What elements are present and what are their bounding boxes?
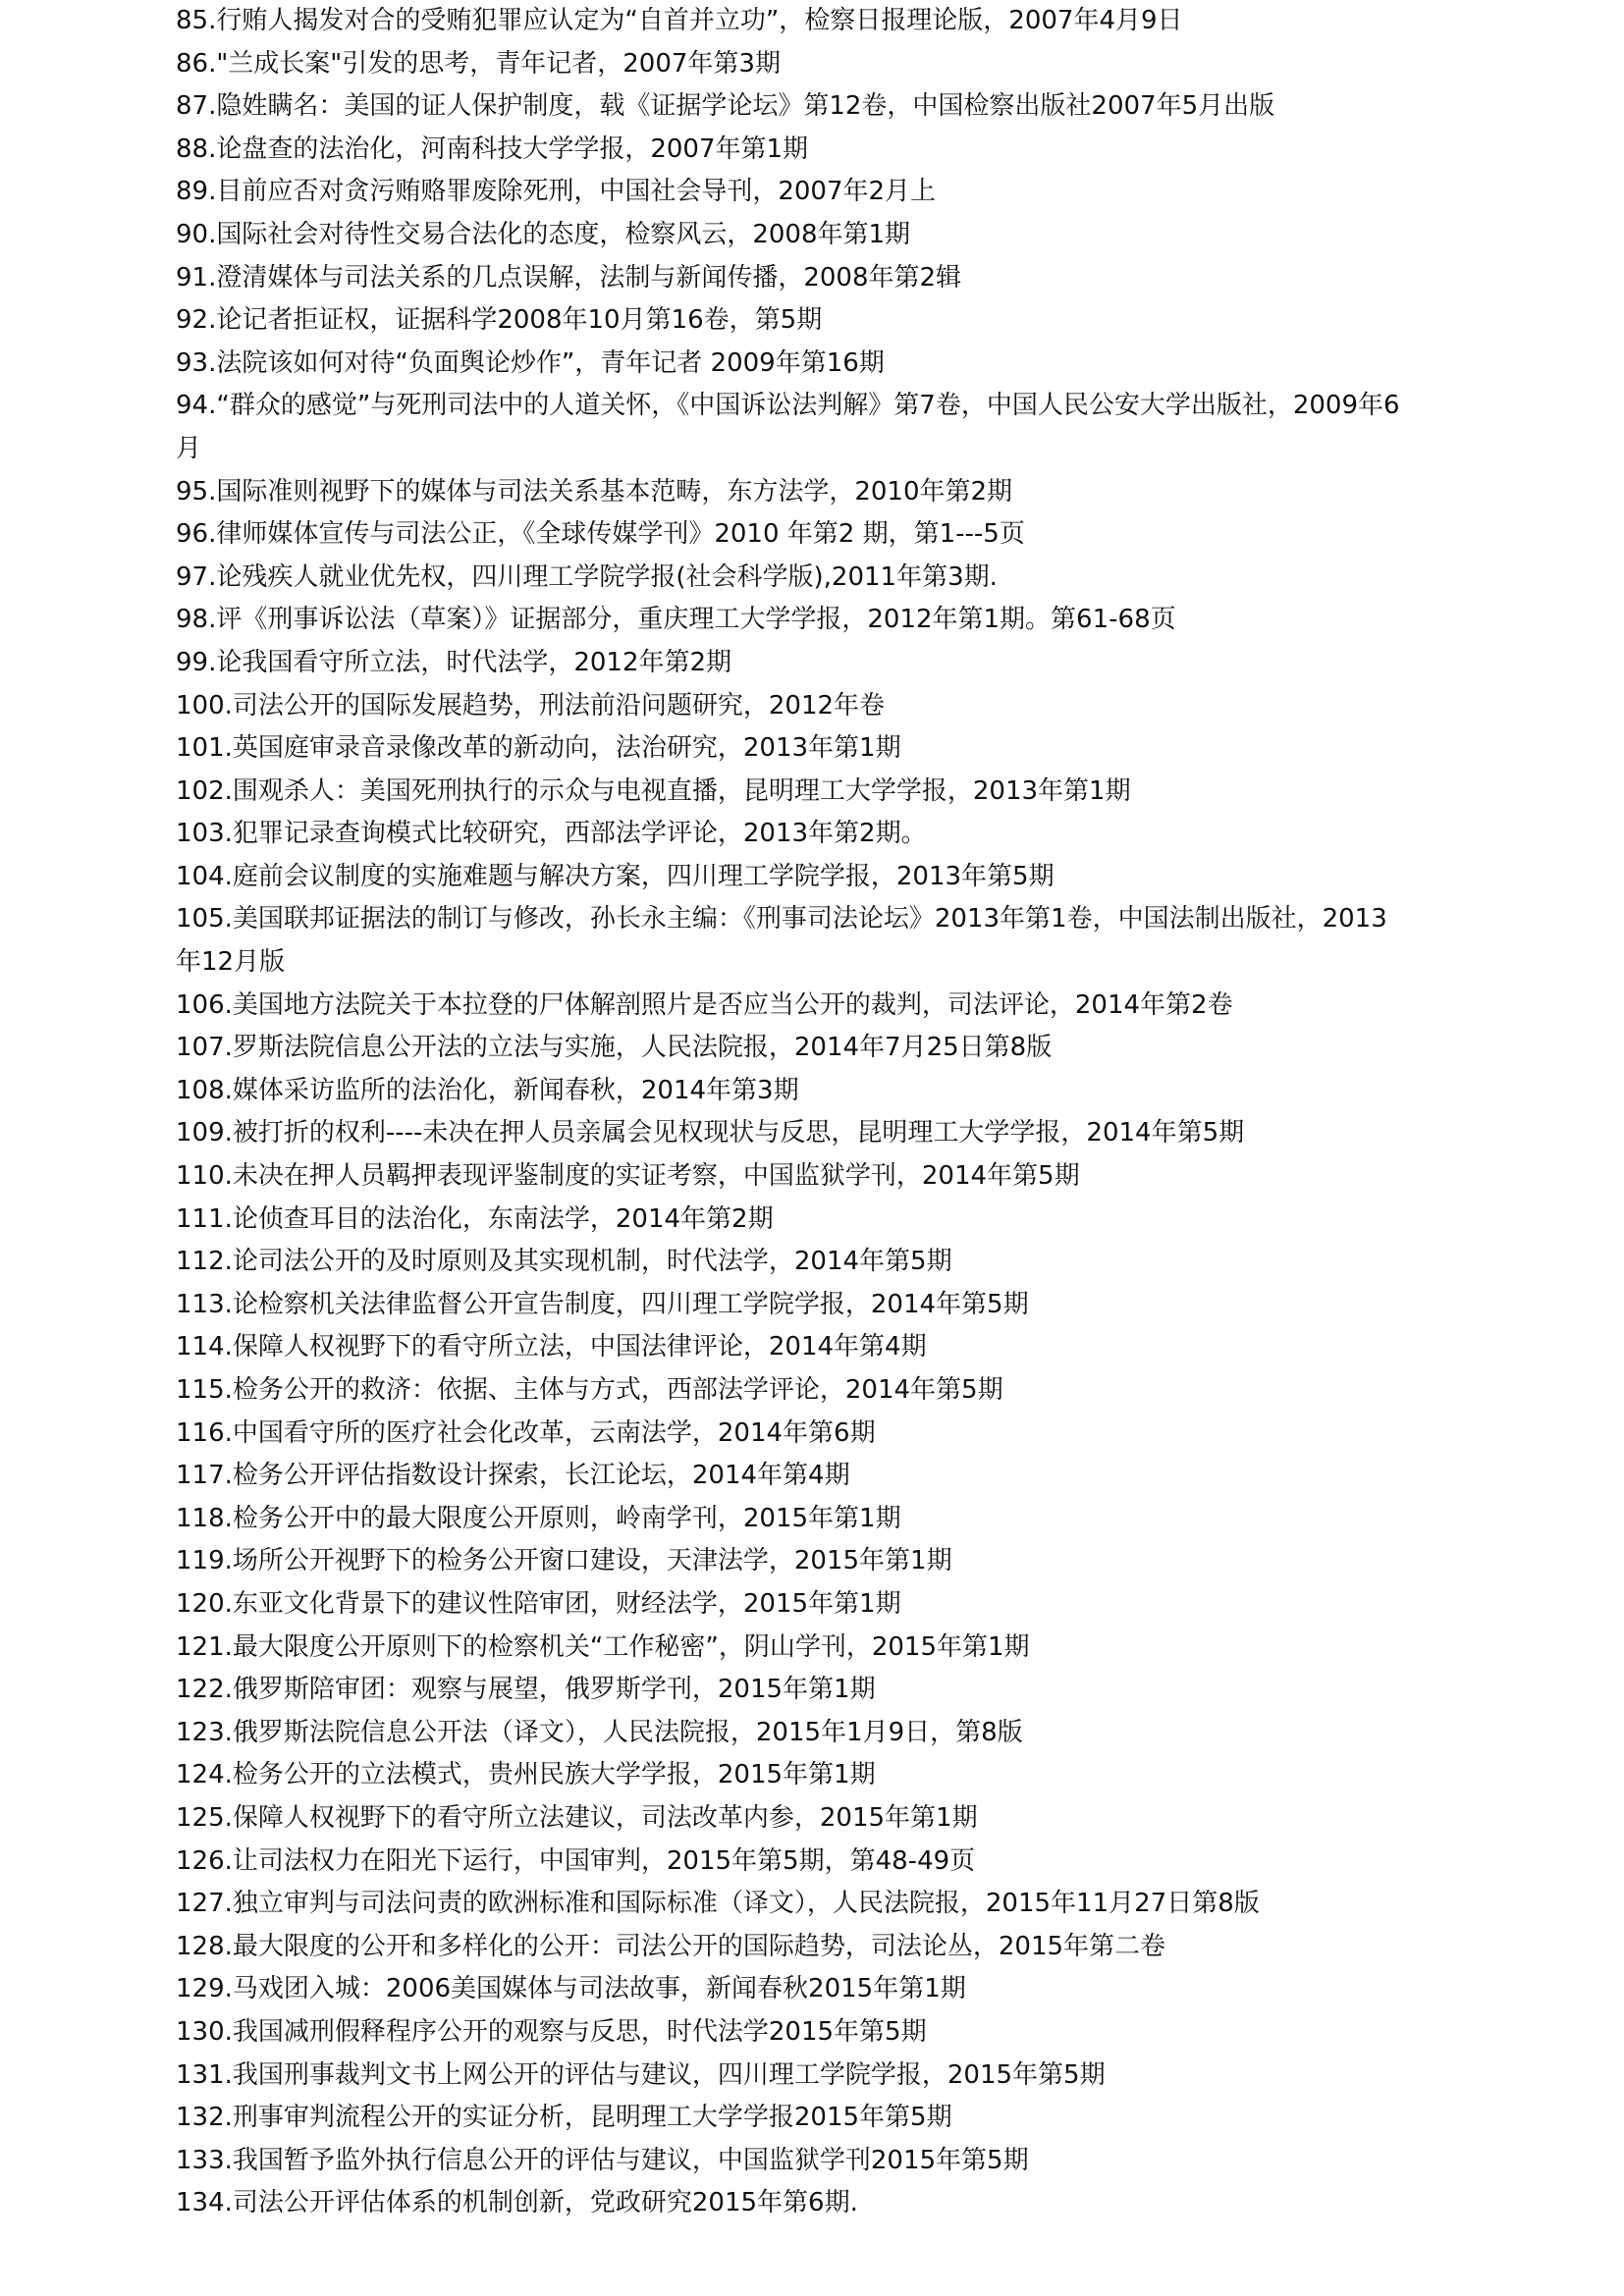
reference-entry: 109.被打折的权利----未决在押人员亲属会见权现状与反思，昆明理工大学学报，2014年第5期 [176, 1118, 1245, 1148]
reference-entry: 131.我国刑事裁判文书上网公开的评估与建议，四川理工学院学报，2015年第5期 [176, 2059, 1106, 2090]
reference-entry: 114.保障人权视野下的看守所立法，中国法律评论，2014年第4期 [176, 1332, 927, 1362]
reference-entry: 94.“群众的感觉”与死刑司法中的人道关怀，《中国诉讼法判解》第7卷，中国人民公安大学出版社，2009年6月 [176, 391, 1400, 463]
reference-entry: 106.美国地方法院关于本拉登的尸体解剖照片是否应当公开的裁判，司法评论，2014年第2卷 [176, 989, 1233, 1020]
reference-entry: 101.英国庭审录音录像改革的新动向，法治研究，2013年第1期 [176, 733, 901, 764]
reference-entry: 128.最大限度的公开和多样化的公开：司法公开的国际趋势，司法论丛，2015年第二卷 [176, 1931, 1166, 1961]
reference-entry: 123.俄罗斯法院信息公开法（译文），人民法院报，2015年1月9日，第8版 [176, 1717, 1023, 1747]
reference-entry: 89.目前应否对贪污贿赂罪废除死刑，中国社会导刊，2007年2月上 [176, 177, 937, 207]
reference-entry: 111.论侦查耳目的法治化，东南法学，2014年第2期 [176, 1203, 774, 1234]
reference-entry: 90.国际社会对待性交易合法化的态度，检察风云，2008年第1期 [176, 219, 911, 249]
reference-entry: 125.保障人权视野下的看守所立法建议，司法改革内参，2015年第1期 [176, 1802, 978, 1833]
reference-entry: 95.国际准则视野下的媒体与司法关系基本范畴，东方法学，2010年第2期 [176, 476, 1013, 507]
reference-entry: 96.律师媒体宣传与司法公正，《全球传媒学刊》2010 年第2 期，第1---5页 [176, 519, 1025, 550]
reference-entry: 107.罗斯法院信息公开法的立法与实施，人民法院报，2014年7月25日第8版 [176, 1033, 1053, 1063]
reference-entry: 105.美国联邦证据法的制订与修改，孙长永主编：《刑事司法论坛》2013年第1卷，中国法制出版社，2013年12月版 [176, 904, 1387, 978]
reference-entry: 110.未决在押人员羁押表现评鉴制度的实证考察，中国监狱学刊，2014年第5期 [176, 1161, 1080, 1192]
reference-entry: 126.让司法权力在阳光下运行，中国审判，2015年第5期，第48-49页 [176, 1845, 976, 1876]
reference-entry: 117.检务公开评估指数设计探索，长江论坛，2014年第4期 [176, 1461, 850, 1491]
reference-entry: 85.行贿人揭发对合的受贿犯罪应认定为“自首并立功”，检察日报理论版，2007年4月9日 [176, 6, 1183, 35]
reference-entry: 88.论盘查的法治化，河南科技大学学报，2007年第1期 [176, 133, 809, 164]
reference-entry: 104.庭前会议制度的实施难题与解决方案，四川理工学院学报，2013年第5期 [176, 861, 1055, 891]
reference-entry: 118.检务公开中的最大限度公开原则，岭南学刊，2015年第1期 [176, 1503, 901, 1533]
reference-entry: 120.东亚文化背景下的建议性陪审团，财经法学，2015年第1期 [176, 1588, 901, 1619]
reference-entry: 127.独立审判与司法问责的欧洲标准和国际标准（译文），人民法院报，2015年11月27日第8版 [176, 1889, 1260, 1919]
reference-entry: 99.论我国看守所立法，时代法学，2012年第2期 [176, 647, 732, 677]
reference-entry: 92.论记者拒证权，证据科学2008年10月第16卷，第5期 [176, 305, 823, 336]
reference-entry: 129.马戏团入城：2006美国媒体与司法故事，新闻春秋2015年第1期 [176, 1974, 966, 2004]
reference-entry: 98.评《刑事诉讼法（草案）》证据部分，重庆理工大学学报，2012年第1期。第61-68页 [176, 605, 1176, 635]
reference-entry: 93.法院该如何对待“负面舆论炒作”，青年记者 2009年第16期 [176, 347, 885, 378]
reference-entry: 116.中国看守所的医疗社会化改革，云南法学，2014年第6期 [176, 1417, 876, 1448]
reference-entry: 108.媒体采访监所的法治化，新闻春秋，2014年第3期 [176, 1075, 799, 1105]
reference-entry: 87.隐姓瞒名：美国的证人保护制度，载《证据学论坛》第12卷，中国检察出版社2007年5月出版 [176, 91, 1275, 122]
reference-entry: 113.论检察机关法律监督公开宣告制度，四川理工学院学报，2014年第5期 [176, 1289, 1029, 1319]
reference-entry: 130.我国减刑假释程序公开的观察与反思，时代法学2015年第5期 [176, 2016, 927, 2047]
reference-entry: 102.围观杀人：美国死刑执行的示众与电视直播，昆明理工大学学报，2013年第1期 [176, 775, 1131, 806]
reference-entry: 115.检务公开的救济：依据、主体与方式，西部法学评论，2014年第5期 [176, 1375, 1003, 1405]
reference-entry: 122.俄罗斯陪审团：观察与展望，俄罗斯学刊，2015年第1期 [176, 1675, 876, 1705]
reference-entry: 121.最大限度公开原则下的检察机关“工作秘密”，阴山学刊，2015年第1期 [176, 1631, 1030, 1662]
reference-entry: 97.论残疾人就业优先权，四川理工学院学报(社会科学版),2011年第3期. [176, 561, 998, 592]
reference-entry: 112.论司法公开的及时原则及其实现机制，时代法学，2014年第5期 [176, 1247, 952, 1277]
reference-entry: 119.场所公开视野下的检务公开窗口建设，天津法学，2015年第1期 [176, 1546, 952, 1576]
reference-entry: 132.刑事审判流程公开的实证分析，昆明理工大学学报2015年第5期 [176, 2103, 952, 2133]
reference-entry: 86."兰成长案"引发的思考，青年记者，2007年第3期 [176, 48, 781, 79]
reference-entry: 103.犯罪记录查询模式比较研究，西部法学评论，2013年第2期。 [176, 819, 927, 849]
reference-entry: 134.司法公开评估体系的机制创新，党政研究2015年第6期. [176, 2188, 858, 2218]
reference-entry: 100.司法公开的国际发展趋势，刑法前沿问题研究，2012年卷 [176, 690, 886, 721]
reference-list [176, 0, 1403, 2225]
reference-entry: 133.我国暂予监外执行信息公开的评估与建议，中国监狱学刊2015年第5期 [176, 2145, 1029, 2175]
reference-entry: 124.检务公开的立法模式，贵州民族大学学报，2015年第1期 [176, 1760, 876, 1790]
reference-entry: 91.澄清媒体与司法关系的几点误解，法制与新闻传播，2008年第2辑 [176, 262, 962, 293]
